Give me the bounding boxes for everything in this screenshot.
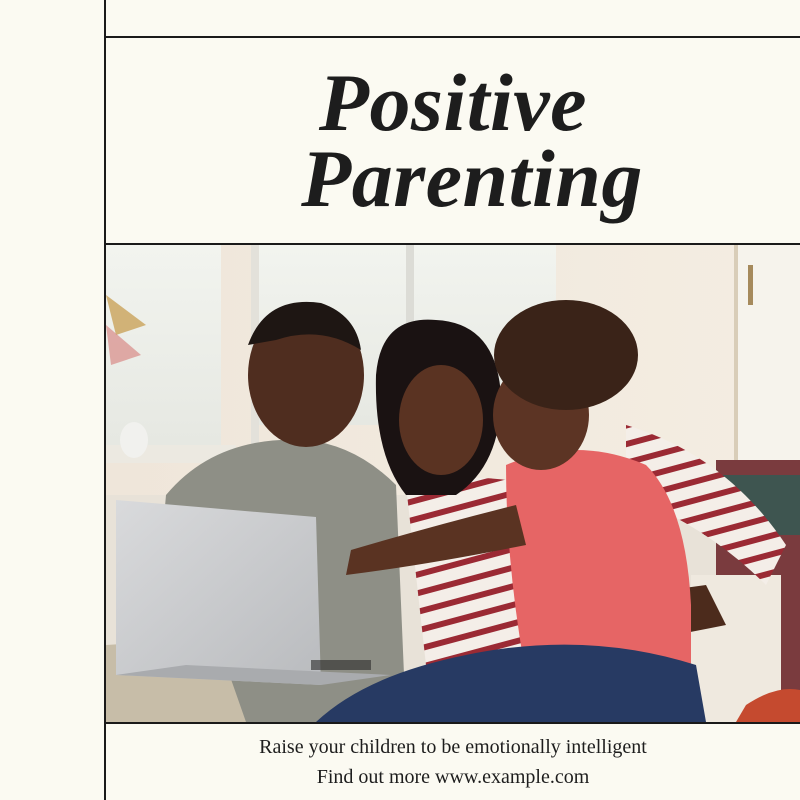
- cta-text: Find out more www.example.com: [316, 766, 590, 788]
- title-line-1: Positive: [318, 56, 588, 148]
- family-photo: [106, 245, 800, 722]
- title-line-2: Parenting: [301, 132, 643, 224]
- title-block: [106, 38, 800, 243]
- tagline-text: Raise your children to be emotionally intelligent: [259, 736, 647, 758]
- footer-text-block: [106, 724, 800, 800]
